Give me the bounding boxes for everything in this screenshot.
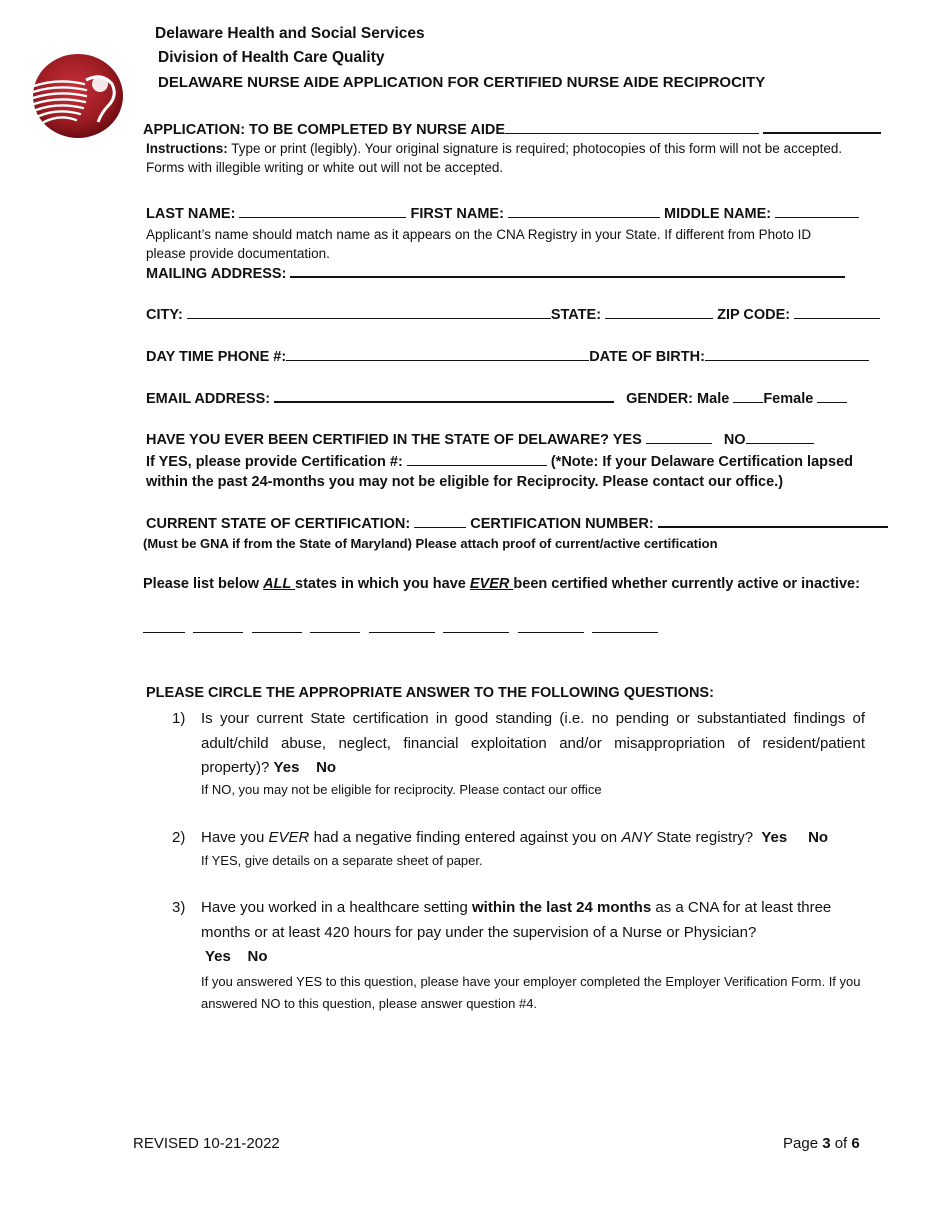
city-field[interactable] (187, 306, 551, 319)
section-title: APPLICATION: TO BE COMPLETED BY NURSE AIDE (143, 120, 881, 138)
state-blank[interactable] (443, 620, 509, 633)
gender-male-field[interactable] (733, 390, 763, 403)
q3-yes-option[interactable]: Yes (205, 948, 231, 965)
certification-number-field[interactable] (658, 514, 888, 528)
q1-yes-option[interactable]: Yes (273, 759, 300, 776)
city-row: CITY: STATE: ZIP CODE: (146, 306, 880, 323)
agency-name: Delaware Health and Social Services (155, 25, 425, 42)
de-certified-yes-field[interactable] (646, 431, 712, 444)
state-blank[interactable] (193, 620, 243, 633)
last-name-field[interactable] (239, 205, 406, 218)
q1-note: If NO, you may not be eligible for reciprocity. Please contact our office (201, 782, 602, 797)
question-2: Have you EVER had a negative finding entered against you on ANY State registry? Yes No (201, 829, 829, 846)
q3-no-option[interactable]: No (247, 948, 268, 965)
name-row: LAST NAME: FIRST NAME: MIDDLE NAME: (146, 205, 859, 222)
instructions: Instructions: Type or print (legibly). Your original signature is required; photocopies of this form will not be accepted. (146, 141, 843, 156)
cert-number-row: If YES, please provide Certification #: (*Note: If your Delaware Certification lapsed (146, 454, 853, 470)
state-blank[interactable] (252, 620, 302, 633)
middle-name-field[interactable] (775, 205, 859, 218)
cert-note: within the past 24-months you may not be eligible for Reciprocity. Please contact our office.) (146, 474, 784, 490)
dob-field[interactable] (705, 348, 869, 361)
name-note: Applicant’s name should match name as it appears on the CNA Registry in your State. If different from Photo ID (146, 227, 812, 242)
revised-date: REVISED 10-21-2022 (133, 1135, 280, 1152)
q2-yes-option[interactable]: Yes (761, 829, 788, 846)
state-blank[interactable] (310, 620, 360, 633)
mailing-address-row: MAILING ADDRESS: (146, 264, 845, 282)
q3-answers (205, 945, 268, 970)
state-field[interactable] (605, 306, 713, 319)
zip-field[interactable] (794, 306, 880, 319)
state-blank[interactable] (518, 620, 584, 633)
q2-note: If YES, give details on a separate sheet of paper. (201, 853, 483, 868)
current-state-field[interactable] (414, 515, 466, 528)
q1-no-option[interactable]: No (316, 759, 337, 776)
gna-note: (Must be GNA if from the State of Maryland) Please attach proof of current/active certification (143, 536, 718, 551)
de-cert-number-field[interactable] (407, 453, 547, 466)
gender-female-field[interactable] (817, 390, 847, 403)
question-1: Is your current State certification in good standing (i.e. no pending or substantiated findings of adult/child abuse, neglect, financial exploitation and/or misappropriation of resident/patient property)? Yes No (201, 710, 865, 776)
q2-no-option[interactable]: No (808, 829, 829, 846)
question-3: Have you worked in a healthcare setting within the last 24 months as a CNA for at least three months or at least 420 hours for pay under the supervision of a Nurse or Physician? (201, 899, 832, 941)
dhss-logo (28, 50, 124, 140)
state-blank[interactable] (369, 620, 435, 633)
q3-number: 3) (172, 899, 186, 916)
phone-row: DAY TIME PHONE #: DATE OF BIRTH: (146, 348, 869, 365)
email-field[interactable] (274, 389, 614, 403)
state-blank[interactable] (143, 620, 185, 633)
q2-number: 2) (172, 829, 186, 846)
instructions-line2: Forms with illegible writing or white out will not be accepted. (146, 160, 504, 175)
name-note-line2: please provide documentation. (146, 246, 330, 261)
form-title: DELAWARE NURSE AIDE APPLICATION FOR CERTIFIED NURSE AIDE RECIPROCITY (158, 74, 766, 91)
current-state-row: CURRENT STATE OF CERTIFICATION: CERTIFICATION NUMBER: (146, 514, 888, 532)
division-name: Division of Health Care Quality (158, 49, 385, 66)
page-number: Page 3 of 6 (783, 1135, 860, 1152)
de-certified-row: HAVE YOU EVER BEEN CERTIFIED IN THE STATE OF DELAWARE? YES NO (146, 431, 814, 448)
phone-field[interactable] (286, 348, 589, 361)
q3-note: If you answered YES to this question, please have your employer completed the Employer Verification Form. If you answered NO to this question, please answer question #4. (201, 974, 861, 1011)
mailing-address-field[interactable] (290, 264, 845, 278)
state-blank[interactable] (592, 620, 658, 633)
first-name-field[interactable] (508, 205, 660, 218)
email-row: EMAIL ADDRESS: GENDER: Male Female (146, 389, 847, 407)
states-list-blanks (143, 620, 658, 638)
list-states-instruction: Please list below ALL states in which you have EVER been certified whether currently active or inactive: (143, 576, 860, 592)
questions-heading: PLEASE CIRCLE THE APPROPRIATE ANSWER TO THE FOLLOWING QUESTIONS: (146, 685, 714, 701)
q1-number: 1) (172, 710, 186, 727)
de-certified-no-field[interactable] (746, 431, 814, 444)
